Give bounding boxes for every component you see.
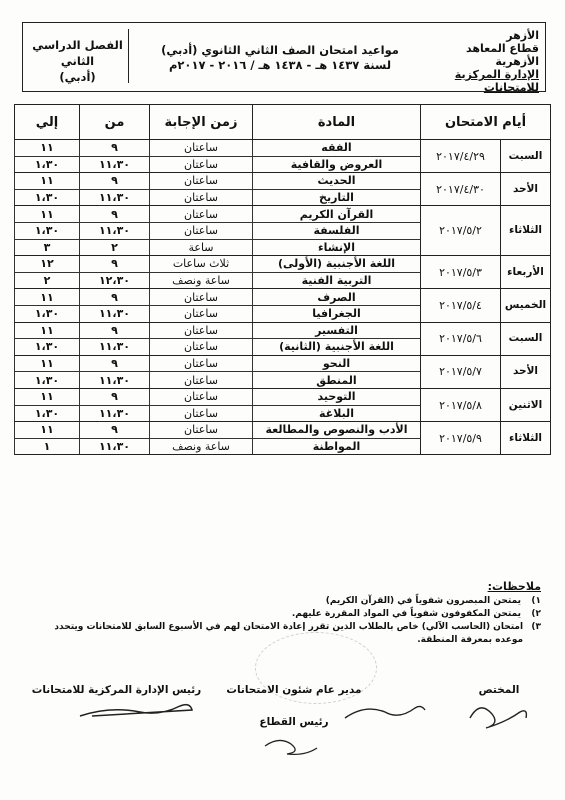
duration-cell: ساعتان <box>150 189 253 206</box>
signature-director: مدير عام شئون الامتحانات <box>226 684 362 696</box>
exam-date: ٢٠١٧/٥/٨ <box>421 388 501 421</box>
exam-day: الاثنين <box>501 388 551 421</box>
note-text: يمتحن المكفوفون شفوياً في المواد المقررة عليهم. <box>291 609 521 619</box>
exam-day: الثلاثاء <box>501 206 551 256</box>
duration-cell: ساعتان <box>150 206 253 223</box>
duration-cell: ساعتان <box>150 405 253 422</box>
exam-day: الأحد <box>501 173 551 206</box>
from-time-cell: ١٢،٣٠ <box>80 272 150 289</box>
from-time-cell: ٩ <box>80 289 150 306</box>
to-time-cell: ١١ <box>15 322 80 339</box>
signature-head-central: رئيس الإدارة المركزية للامتحانات <box>31 684 202 696</box>
subject-cell: الجغرافيا <box>253 305 421 322</box>
exam-date: ٢٠١٧/٤/٢٩ <box>421 140 501 173</box>
from-time-cell: ١١،٣٠ <box>80 189 150 206</box>
subject-cell: التاريخ <box>253 189 421 206</box>
from-time-cell: ١١،٣٠ <box>80 372 150 389</box>
from-time-cell: ٩ <box>80 206 150 223</box>
signature-scribble <box>470 708 526 728</box>
subject-cell: المواطنة <box>253 438 421 455</box>
note-text: امتحان (الحاسب الآلي) خاص بالطلاب الذين تقرر إعادة الامتحان لهم في الأسبوع السابق للامتحانات ويتحدد موعده بمعرفة المنطقة. <box>54 622 524 645</box>
from-time-cell: ١١،٣٠ <box>80 438 150 455</box>
subject-cell: القرآن الكريم <box>253 206 421 223</box>
from-time-cell: ١١،٣٠ <box>80 156 150 173</box>
subject-cell: الصرف <box>253 289 421 306</box>
exam-date: ٢٠١٧/٥/٦ <box>421 322 501 355</box>
to-time-cell: ١،٣٠ <box>15 305 80 322</box>
duration-cell: ساعتان <box>150 173 253 190</box>
to-time-cell: ١ <box>15 438 80 455</box>
subject-cell: الفلسفة <box>253 222 421 239</box>
exam-day: الخميس <box>501 289 551 322</box>
from-time-cell: ٢ <box>80 239 150 256</box>
exam-day: الأحد <box>501 355 551 388</box>
to-time-cell: ٢ <box>15 272 80 289</box>
duration-cell: ثلاث ساعات <box>150 256 253 273</box>
exam-date: ٢٠١٧/٥/٩ <box>421 422 501 455</box>
duration-cell: ساعتان <box>150 322 253 339</box>
to-time-cell: ١١ <box>15 289 80 306</box>
header-duration: زمن الإجابة <box>150 105 253 140</box>
subject-cell: التوحيد <box>253 388 421 405</box>
issuer-line: الأزهر <box>506 29 539 42</box>
from-time-cell: ١١،٣٠ <box>80 222 150 239</box>
to-time-cell: ١،٣٠ <box>15 405 80 422</box>
duration-cell: ساعتان <box>150 222 253 239</box>
subject-cell: الإنشاء <box>253 239 421 256</box>
to-time-cell: ١٢ <box>15 256 80 273</box>
subject-cell: الفقه <box>253 140 421 157</box>
note-number: ٢) <box>531 609 541 619</box>
exam-date: ٢٠١٧/٤/٣٠ <box>421 173 501 206</box>
to-time-cell: ١١ <box>15 388 80 405</box>
duration-cell: ساعة ونصف <box>150 438 253 455</box>
to-time-cell: ٣ <box>15 239 80 256</box>
from-time-cell: ٩ <box>80 422 150 439</box>
subject-cell: اللغة الأجنبية (الثانية) <box>253 339 421 356</box>
exam-date: ٢٠١٧/٥/٢ <box>421 206 501 256</box>
title-line: مواعيد امتحان الصف الثاني الثانوي (أدبي) <box>161 43 399 57</box>
from-time-cell: ٩ <box>80 140 150 157</box>
to-time-cell: ١،٣٠ <box>15 372 80 389</box>
duration-cell: ساعتان <box>150 305 253 322</box>
to-time-cell: ١١ <box>15 206 80 223</box>
to-time-cell: ١١ <box>15 140 80 157</box>
note-number: ١) <box>531 596 541 606</box>
exam-day: السبت <box>501 322 551 355</box>
subject-cell: البلاغة <box>253 405 421 422</box>
signature-scribble <box>265 740 317 754</box>
duration-cell: ساعتان <box>150 289 253 306</box>
from-time-cell: ١١،٣٠ <box>80 339 150 356</box>
term-label: الفصل الدراسي الثاني <box>32 38 123 68</box>
to-time-cell: ١١ <box>15 422 80 439</box>
duration-cell: ساعتان <box>150 156 253 173</box>
duration-cell: ساعتان <box>150 388 253 405</box>
subject-cell: العروض والقافية <box>253 156 421 173</box>
signature-head-sector: رئيس القطاع <box>259 716 329 728</box>
exam-date: ٢٠١٧/٥/٤ <box>421 289 501 322</box>
from-time-cell: ٩ <box>80 322 150 339</box>
subject-cell: اللغة الأجنبية (الأولى) <box>253 256 421 273</box>
year-line: لسنة ١٤٣٧ هـ - ١٤٣٨ هـ / ٢٠١٦ - ٢٠١٧م <box>168 58 392 72</box>
from-time-cell: ١١،٣٠ <box>80 405 150 422</box>
to-time-cell: ١،٣٠ <box>15 189 80 206</box>
subject-cell: التربية الفنية <box>253 272 421 289</box>
from-time-cell: ٩ <box>80 256 150 273</box>
subject-cell: المنطق <box>253 372 421 389</box>
from-time-cell: ١١،٣٠ <box>80 305 150 322</box>
signature-scribble <box>345 706 425 718</box>
from-time-cell: ٩ <box>80 355 150 372</box>
issuer-line: الإدارة المركزية للامتحانات <box>454 68 539 94</box>
to-time-cell: ١١ <box>15 173 80 190</box>
exam-day: السبت <box>501 140 551 173</box>
to-time-cell: ١،٣٠ <box>15 222 80 239</box>
subject-cell: التفسير <box>253 322 421 339</box>
duration-cell: ساعة ونصف <box>150 272 253 289</box>
duration-cell: ساعتان <box>150 372 253 389</box>
signature-scribble <box>80 705 192 716</box>
exam-day: الثلاثاء <box>501 422 551 455</box>
duration-cell: ساعتان <box>150 422 253 439</box>
header-to: إلي <box>15 105 80 140</box>
exam-date: ٢٠١٧/٥/٧ <box>421 355 501 388</box>
duration-cell: ساعتان <box>150 339 253 356</box>
duration-cell: ساعتان <box>150 140 253 157</box>
duration-cell: ساعة <box>150 239 253 256</box>
header-subject: المادة <box>253 105 421 140</box>
issuer-line: قطاع المعاهد الأزهرية <box>466 42 539 68</box>
to-time-cell: ١١ <box>15 355 80 372</box>
note-text: يمتحن المبصرون شفوياً في (القرآن الكريم) <box>325 596 521 606</box>
notes-title: ملاحظات: <box>487 580 541 593</box>
subject-cell: الأدب والنصوص والمطالعة <box>253 422 421 439</box>
header-days: أيام الامتحان <box>421 105 551 140</box>
subject-cell: النحو <box>253 355 421 372</box>
signature-specialist: المختص <box>478 684 520 696</box>
to-time-cell: ١،٣٠ <box>15 156 80 173</box>
from-time-cell: ٩ <box>80 173 150 190</box>
duration-cell: ساعتان <box>150 355 253 372</box>
exam-day: الأربعاء <box>501 256 551 289</box>
header-from: من <box>80 105 150 140</box>
exam-date: ٢٠١٧/٥/٣ <box>421 256 501 289</box>
note-number: ٣) <box>531 622 541 632</box>
from-time-cell: ٩ <box>80 388 150 405</box>
track-label: (أدبي) <box>59 70 96 84</box>
to-time-cell: ١،٣٠ <box>15 339 80 356</box>
subject-cell: الحديث <box>253 173 421 190</box>
